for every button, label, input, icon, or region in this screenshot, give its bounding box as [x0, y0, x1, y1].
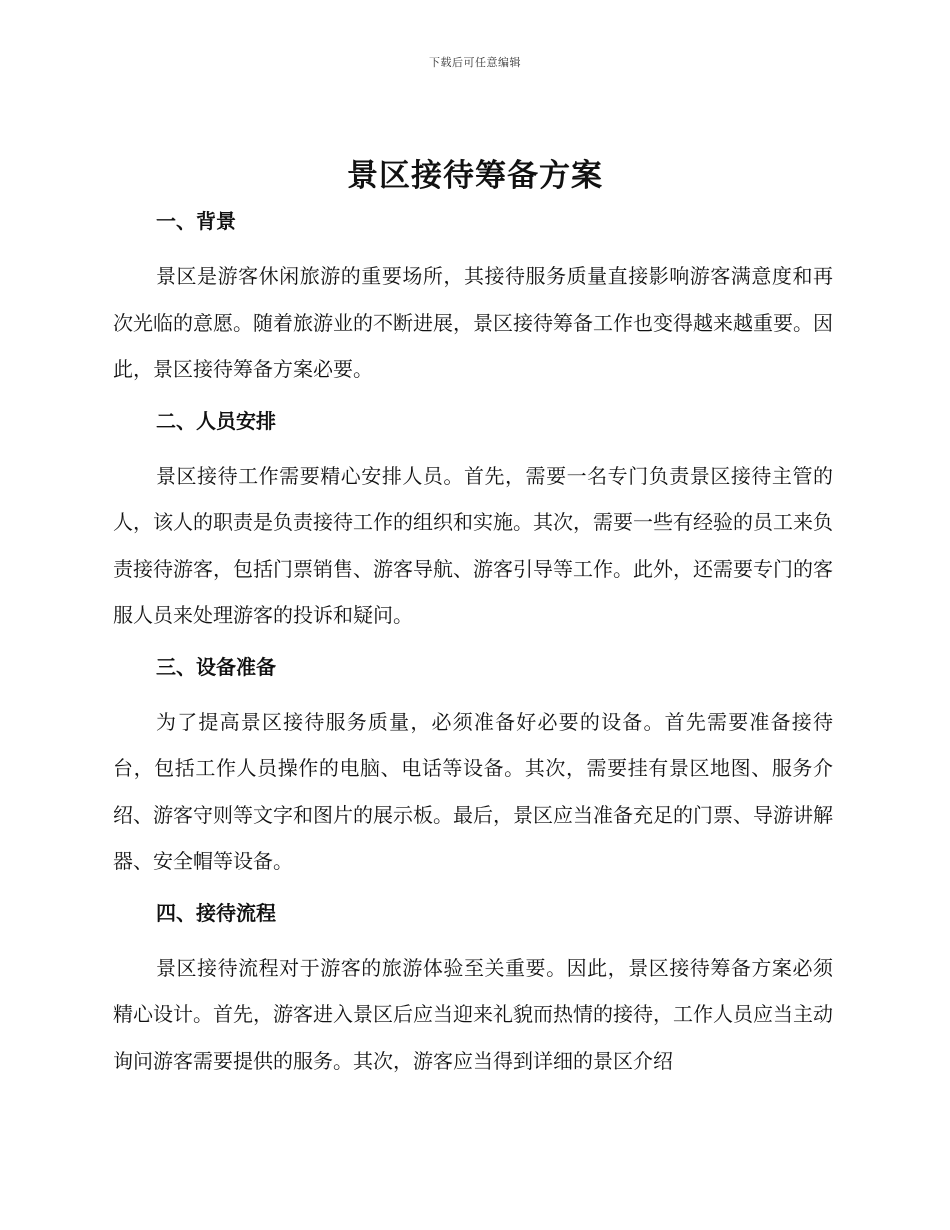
section-paragraph-equipment: 为了提高景区接待服务质量，必须准备好必要的设备。首先需要准备接待台，包括工作人员操作的电脑、电话等设备。其次，需要挂有景区地图、服务介绍、游客守则等文字和图片的展示板。最后，景区应当准备充足的门票、导游讲解器、安全帽等设备。 [113, 709, 833, 873]
header-note: 下载后可任意编辑 [429, 56, 521, 69]
section-heading-equipment: 三、设备准备 [156, 654, 276, 679]
section-paragraph-process: 景区接待流程对于游客的旅游体验至关重要。因此，景区接待筹备方案必须精心设计。首先，游客进入景区后应当迎来礼貌而热情的接待，工作人员应当主动询问游客需要提供的服务。其次，游客应当得到详细的景区介绍 [113, 955, 833, 1073]
section-heading-staffing: 二、人员安排 [156, 408, 276, 433]
section-heading-process: 四、接待流程 [156, 900, 276, 925]
section-paragraph-staffing: 景区接待工作需要精心安排人员。首先，需要一名专门负责景区接待主管的人，该人的职责是负责接待工作的组织和实施。其次，需要一些有经验的员工来负责接待游客，包括门票销售、游客导航、游客引导等工作。此外，还需要专门的客服人员来处理游客的投诉和疑问。 [113, 463, 833, 627]
section-heading-background: 一、背景 [156, 209, 236, 233]
document-title: 景区接待筹备方案 [347, 158, 603, 194]
document-body [113, 205, 833, 1084]
section-paragraph-background: 景区是游客休闲旅游的重要场所，其接待服务质量直接影响游客满意度和再次光临的意愿。随着旅游业的不断进展，景区接待筹备工作也变得越来越重要。因此，景区接待筹备方案必要。 [113, 264, 833, 381]
